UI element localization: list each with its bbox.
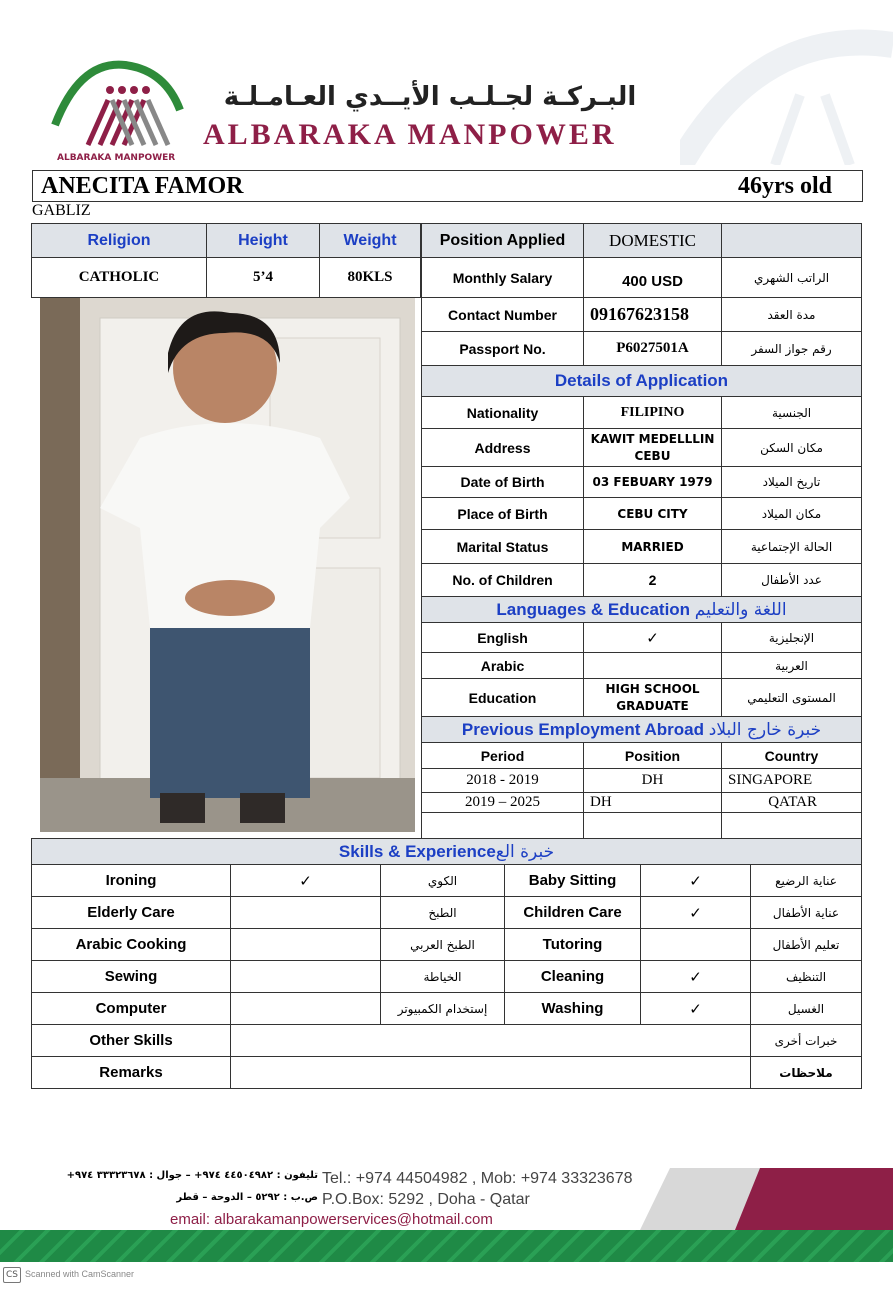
weight-value: 80KLS xyxy=(320,258,421,298)
footer-arabic-pobox: ص.ب : ٥٢٩٢ – الدوحة – قطر xyxy=(176,1192,318,1203)
employment-title-en: Previous Employment Abroad xyxy=(461,719,705,739)
period-value: 2018 - 2019 xyxy=(422,769,584,793)
country-header: Country xyxy=(722,743,862,769)
skill-arabic: عناية الرضيع xyxy=(751,865,862,897)
country-value: SINGAPORE xyxy=(722,769,862,793)
footer-decoration xyxy=(640,1168,893,1230)
table-row xyxy=(422,793,862,813)
skill-arabic: الكوي xyxy=(381,865,505,897)
language-label: Arabic xyxy=(422,653,584,679)
skill-arabic: إستخدام الكمبيوتر xyxy=(381,993,505,1025)
table-row xyxy=(32,1057,862,1089)
check-icon: ✓ xyxy=(641,897,751,929)
education-value: HIGH SCHOOL GRADUATE xyxy=(584,679,722,717)
skills-title-en: Skills & Experience xyxy=(338,841,496,861)
detail-value: 2 xyxy=(584,564,722,597)
education-label: Education xyxy=(422,679,584,717)
languages-title-en: Languages & Education xyxy=(496,599,691,619)
languages-section-title xyxy=(422,597,862,623)
skill-label: Computer xyxy=(32,993,231,1025)
table-row xyxy=(422,813,862,839)
skill-label: Washing xyxy=(505,993,641,1025)
country-value: QATAR xyxy=(722,793,862,813)
table-row xyxy=(32,993,862,1025)
table-row xyxy=(32,961,862,993)
detail-label: Address xyxy=(422,429,584,467)
skill-label: Ironing xyxy=(32,865,231,897)
candidate-sub-label: GABLIZ xyxy=(32,202,91,219)
empty-cell xyxy=(722,813,862,839)
contract-duration-arabic: مدة العقد xyxy=(722,298,862,332)
footer-email: email: albarakamanpowerservices@hotmail.com xyxy=(170,1211,493,1228)
detail-label: Marital Status xyxy=(422,530,584,564)
logo-icon xyxy=(50,55,190,155)
letterhead xyxy=(0,0,893,168)
detail-label: Place of Birth xyxy=(422,498,584,530)
empty-cell xyxy=(422,813,584,839)
passport-value: P6027501A xyxy=(584,332,722,366)
table-row xyxy=(32,865,862,897)
skill-label: Baby Sitting xyxy=(505,865,641,897)
other-skills-value xyxy=(231,1025,751,1057)
skill-label: Elderly Care xyxy=(32,897,231,929)
detail-value: 03 FEBUARY 1979 xyxy=(584,467,722,498)
check-icon: ✓ xyxy=(231,865,381,897)
check-icon: ✓ xyxy=(641,993,751,1025)
check-icon: ✓ xyxy=(584,623,722,653)
candidate-name: ANECITA FAMOR xyxy=(41,173,244,199)
candidate-photo xyxy=(40,298,415,832)
skill-check-cell xyxy=(231,929,381,961)
period-header: Period xyxy=(422,743,584,769)
detail-label: No. of Children xyxy=(422,564,584,597)
detail-arabic: مكان السكن xyxy=(722,429,862,467)
skill-arabic: تعليم الأطفال xyxy=(751,929,862,961)
skill-arabic: التنظيف xyxy=(751,961,862,993)
position-applied-value: DOMESTIC xyxy=(584,224,722,258)
details-section-title: Details of Application xyxy=(422,366,862,397)
remarks-label: Remarks xyxy=(32,1057,231,1089)
education-arabic: المستوى التعليمي xyxy=(722,679,862,717)
height-header: Height xyxy=(207,224,320,258)
skill-check-cell xyxy=(641,929,751,961)
employment-section-title xyxy=(422,717,862,743)
candidate-age: 46yrs old xyxy=(737,173,832,199)
person-photo-icon xyxy=(40,298,415,832)
skill-arabic: الطبخ xyxy=(381,897,505,929)
language-arabic: العربية xyxy=(722,653,862,679)
table-row xyxy=(32,929,862,961)
check-icon: ✓ xyxy=(641,961,751,993)
skill-arabic: الغسيل xyxy=(751,993,862,1025)
table-row xyxy=(32,897,862,929)
footer-phone: Tel.: +974 44504982 , Mob: +974 33323678 xyxy=(322,1170,633,1187)
remarks-arabic: ملاحظات xyxy=(751,1057,862,1089)
detail-value: CEBU CITY xyxy=(584,498,722,530)
skill-check-cell xyxy=(231,993,381,1025)
footer-green-band xyxy=(0,1230,893,1262)
company-arabic-name: البـركـة لجـلـب الأيــدي العـامـلـة xyxy=(223,82,637,112)
religion-header: Religion xyxy=(32,224,207,258)
table-row xyxy=(422,769,862,793)
personal-basics-table xyxy=(31,223,421,298)
monthly-salary-value: 400 USD xyxy=(584,258,722,298)
footer xyxy=(0,1160,893,1270)
position-applied-label: Position Applied xyxy=(422,224,584,258)
skill-label: Tutoring xyxy=(505,929,641,961)
language-value xyxy=(584,653,722,679)
detail-value: KAWIT MEDELLLIN CEBU xyxy=(584,429,722,467)
language-arabic: الإنجليزية xyxy=(722,623,862,653)
monthly-salary-arabic: الراتب الشهري xyxy=(722,258,862,298)
check-icon: ✓ xyxy=(641,865,751,897)
position-empty-cell xyxy=(722,224,862,258)
position-value: DH xyxy=(584,793,722,813)
passport-label: Passport No. xyxy=(422,332,584,366)
position-value: DH xyxy=(584,769,722,793)
position-header: Position xyxy=(584,743,722,769)
name-bar xyxy=(32,170,863,202)
detail-arabic: مكان الميلاد xyxy=(722,498,862,530)
other-skills-arabic: خبرات أخرى xyxy=(751,1025,862,1057)
application-details-table xyxy=(421,223,862,839)
skills-section-title xyxy=(32,839,862,865)
company-english-name: ALBARAKA MANPOWER xyxy=(203,118,617,151)
camscanner-icon: CS xyxy=(3,1267,21,1283)
skill-arabic: الخياطة xyxy=(381,961,505,993)
other-skills-label: Other Skills xyxy=(32,1025,231,1057)
contact-number-value: 09167623158 xyxy=(584,298,722,332)
skill-label: Arabic Cooking xyxy=(32,929,231,961)
footer-arabic-phone: تليفون : ٤٤٥٠٤٩٨٢ ٩٧٤+ – جوال : ٣٣٣٢٣٦٧٨ ٩٧٤+ xyxy=(66,1170,318,1181)
employment-title-ar: خبرة خارج البلاد xyxy=(708,719,822,740)
detail-arabic: عدد الأطفال xyxy=(722,564,862,597)
monthly-salary-label: Monthly Salary xyxy=(422,258,584,298)
detail-value: FILIPINO xyxy=(584,397,722,429)
languages-title-ar: اللغة والتعليم xyxy=(694,599,787,620)
detail-arabic: الحالة الإجتماعية xyxy=(722,530,862,564)
skill-check-cell xyxy=(231,897,381,929)
skill-label: Children Care xyxy=(505,897,641,929)
passport-arabic: رقم جواز السفر xyxy=(722,332,862,366)
skills-title-ar: خبرة الع xyxy=(495,841,555,862)
detail-arabic: تاريخ الميلاد xyxy=(722,467,862,498)
scanner-text: Scanned with CamScanner xyxy=(25,1269,135,1279)
skill-arabic: الطبخ العربي xyxy=(381,929,505,961)
skill-label: Cleaning xyxy=(505,961,641,993)
skills-table xyxy=(31,838,862,1089)
skill-label: Sewing xyxy=(32,961,231,993)
watermark-decoration xyxy=(680,25,893,165)
religion-value: CATHOLIC xyxy=(32,258,207,298)
detail-value: MARRIED xyxy=(584,530,722,564)
detail-label: Date of Birth xyxy=(422,467,584,498)
empty-cell xyxy=(584,813,722,839)
period-value: 2019 – 2025 xyxy=(422,793,584,813)
skill-arabic: عناية الأطفال xyxy=(751,897,862,929)
logo-caption: ALBARAKA MANPOWER xyxy=(57,153,176,163)
contact-number-label: Contact Number xyxy=(422,298,584,332)
language-label: English xyxy=(422,623,584,653)
weight-header: Weight xyxy=(320,224,421,258)
table-row xyxy=(32,1025,862,1057)
detail-arabic: الجنسية xyxy=(722,397,862,429)
footer-pobox: P.O.Box: 5292 , Doha - Qatar xyxy=(322,1191,530,1208)
skill-check-cell xyxy=(231,961,381,993)
height-value: 5’4 xyxy=(207,258,320,298)
remarks-value xyxy=(231,1057,751,1089)
detail-label: Nationality xyxy=(422,397,584,429)
